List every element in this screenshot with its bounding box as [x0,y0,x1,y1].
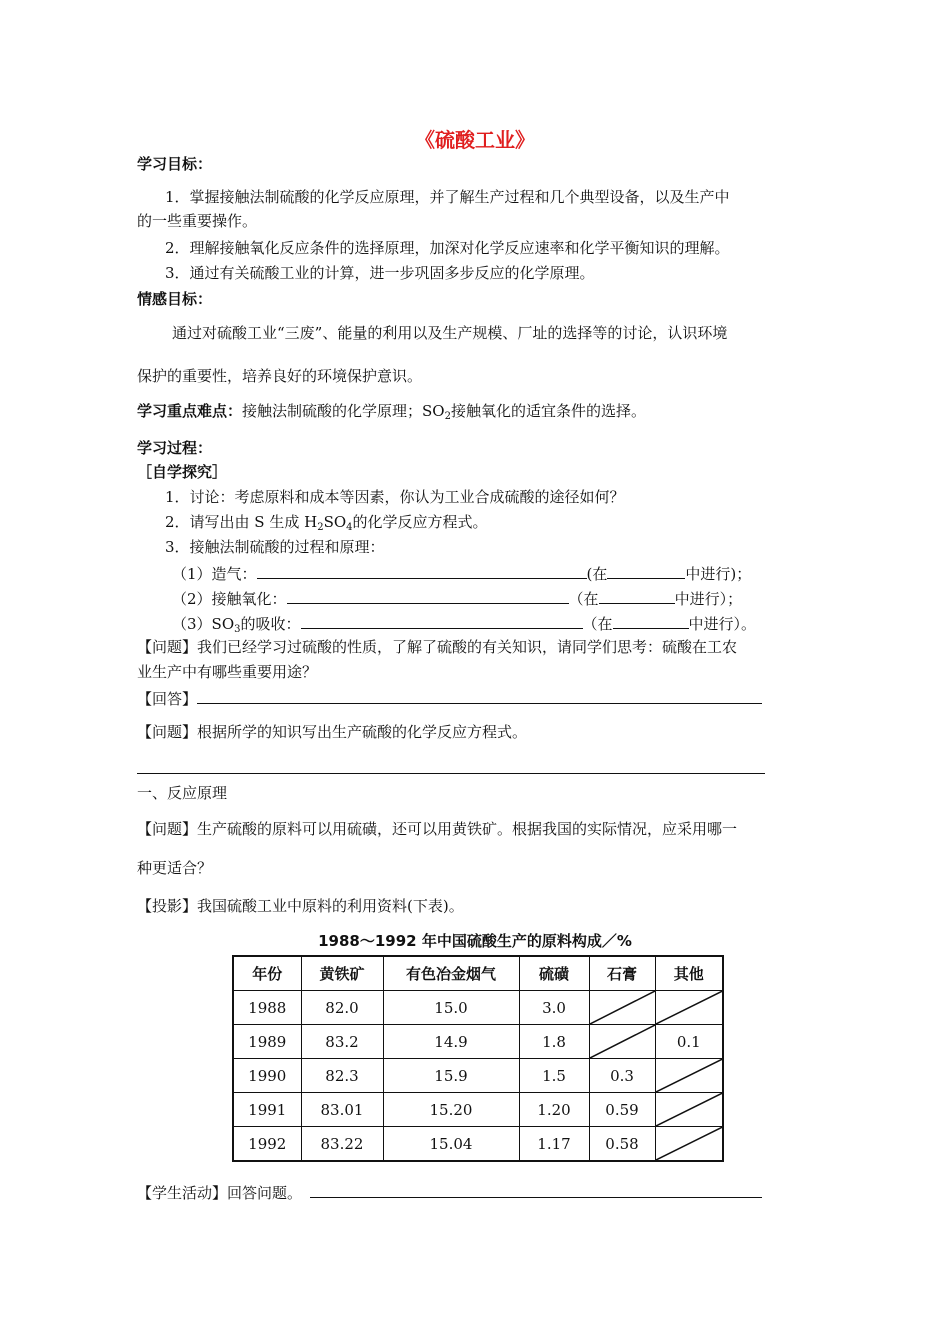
step-contact-oxidation [172,587,742,609]
q2-sub-4: 4 [346,522,353,533]
cell-smelter-gas: 15.9 [383,1059,519,1093]
q2-text-a: 2．请写出由 S 生成 H [165,513,318,531]
table-caption: 1988～1992 年中国硫酸生产的原料构成／% [318,932,632,950]
objectives-heading: 学习目标： [137,155,213,173]
cell-pyrite: 83.01 [301,1093,383,1127]
cell-pyrite: 82.3 [301,1059,383,1093]
cell-other: 0.1 [655,1025,723,1059]
projection-note: 【投影】我国硫酸工业中原料的利用资料(下表)。 [137,897,464,915]
table-row [233,1127,723,1162]
cell-other-empty [655,1093,723,1127]
step3-in-label: （在 [582,615,613,633]
objective-1-line-1: 1．掌握接触法制硫酸的化学反应原理，并了解生产过程和几个典型设备，以及生产中 [165,188,730,206]
cell-gypsum-empty [589,1025,655,1059]
cell-year: 1990 [233,1059,301,1093]
keypoints-line [137,401,646,427]
answer-label: 【回答】 [137,690,198,708]
step1-tail: 中进行)； [685,565,752,583]
question-uses-line-1: 【问题】我们已经学习过硫酸的性质，了解了硫酸的有关知识，请同学们思考：硫酸在工农 [137,638,738,656]
step1-reaction-blank[interactable] [257,562,587,579]
answer-blank[interactable] [197,687,762,704]
q2-sub-2: 2 [317,522,324,533]
emotion-line-1: 通过对硫酸工业“三废”、能量的利用以及生产规模、厂址的选择等的讨论，认识环境 [172,324,728,342]
cell-smelter-gas: 15.0 [383,991,519,1025]
question-process: 3．接触法制硫酸的过程和原理： [165,538,385,556]
self-study-heading: ［自学探究］ [137,463,228,481]
cell-smelter-gas: 15.20 [383,1093,519,1127]
question-discuss: 1．讨论：考虑原料和成本等因素，你认为工业合成硫酸的途径如何？ [165,488,625,506]
step2-tail: 中进行）； [674,590,743,608]
step3-sub: 3 [234,624,241,635]
cell-sulfur: 1.8 [519,1025,589,1059]
header-smelter-gas: 有色冶金烟气 [383,956,519,991]
answer-line [137,687,762,709]
cell-year: 1989 [233,1025,301,1059]
cell-sulfur: 1.20 [519,1093,589,1127]
student-activity-label: 【学生活动】回答问题。 [137,1184,303,1202]
cell-sulfur: 1.17 [519,1127,589,1162]
step2-in-label: （在 [568,590,599,608]
table-row [233,1093,723,1127]
student-activity-blank[interactable] [310,1181,762,1198]
cell-other-empty [655,991,723,1025]
step3-tail: 中进行）。 [688,615,757,633]
cell-gypsum: 0.59 [589,1093,655,1127]
emotion-line-2: 保护的重要性，培养良好的环境保护意识。 [137,367,423,385]
cell-pyrite: 83.22 [301,1127,383,1162]
cell-smelter-gas: 14.9 [383,1025,519,1059]
question-equations: 【问题】根据所学的知识写出生产硫酸的化学反应方程式。 [137,723,528,741]
header-year: 年份 [233,956,301,991]
cell-pyrite: 83.2 [301,1025,383,1059]
page-title: 《硫酸工业》 [415,128,535,152]
header-sulfur: 硫磺 [519,956,589,991]
step-so3-absorption [172,612,756,640]
question-raw-material-line-2: 种更适合？ [137,859,213,877]
keypoints-sub: 2 [444,411,451,422]
objective-3: 3．通过有关硫酸工业的计算，进一步巩固多步反应的化学原理。 [165,264,595,282]
question-equation [165,512,488,538]
step3-reaction-blank[interactable] [301,612,583,629]
objective-1-line-2: 的一些重要操作。 [137,212,258,230]
q2-text-b: SO [323,513,347,531]
header-gypsum: 石膏 [589,956,655,991]
step3-label-a: （3）SO [172,615,235,633]
step-gas-making [172,562,751,584]
table-row [233,991,723,1025]
table-row [233,1059,723,1093]
cell-year: 1988 [233,991,301,1025]
cell-year: 1992 [233,1127,301,1162]
question-raw-material-line-1: 【问题】生产硫酸的原料可以用硫磺，还可以用黄铁矿。根据我国的实际情况，应采用哪一 [137,820,738,838]
step3-equipment-blank[interactable] [613,612,689,629]
step2-equipment-blank[interactable] [599,587,675,604]
cell-sulfur: 3.0 [519,991,589,1025]
student-activity-line [137,1181,762,1203]
emotion-heading: 情感目标： [137,290,213,308]
keypoints-text-a: 接触法制硫酸的化学原理；SO [242,402,445,420]
cell-other-empty [655,1059,723,1093]
keypoints-label: 学习重点难点： [137,402,243,420]
header-pyrite: 黄铁矿 [301,956,383,991]
q2-text-c: 的化学反应方程式。 [352,513,488,531]
header-other: 其他 [655,956,723,991]
cell-sulfur: 1.5 [519,1059,589,1093]
section-reaction-principle: 一、反应原理 [137,784,228,802]
raw-material-table [232,955,724,1162]
step1-equipment-blank[interactable] [607,562,685,579]
step1-in-label: (在 [586,565,608,583]
step3-label-b: 的吸收： [240,615,301,633]
question-uses-line-2: 业生产中有哪些重要用途？ [137,663,318,681]
table-row [233,1025,723,1059]
step2-reaction-blank[interactable] [287,587,569,604]
cell-gypsum: 0.3 [589,1059,655,1093]
objective-2: 2．理解接触氧化反应条件的选择原理，加深对化学反应速率和化学平衡知识的理解。 [165,239,730,257]
cell-year: 1991 [233,1093,301,1127]
cell-other-empty [655,1127,723,1162]
cell-gypsum: 0.58 [589,1127,655,1162]
keypoints-text-b: 接触氧化的适宜条件的选择。 [450,402,646,420]
cell-gypsum-empty [589,991,655,1025]
table-header-row [233,956,723,991]
cell-smelter-gas: 15.04 [383,1127,519,1162]
cell-pyrite: 82.0 [301,991,383,1025]
equation-answer-blank[interactable] [137,773,765,774]
step2-label: （2）接触氧化： [172,590,287,608]
process-heading: 学习过程： [137,439,213,457]
step1-label: （1）造气： [172,565,257,583]
